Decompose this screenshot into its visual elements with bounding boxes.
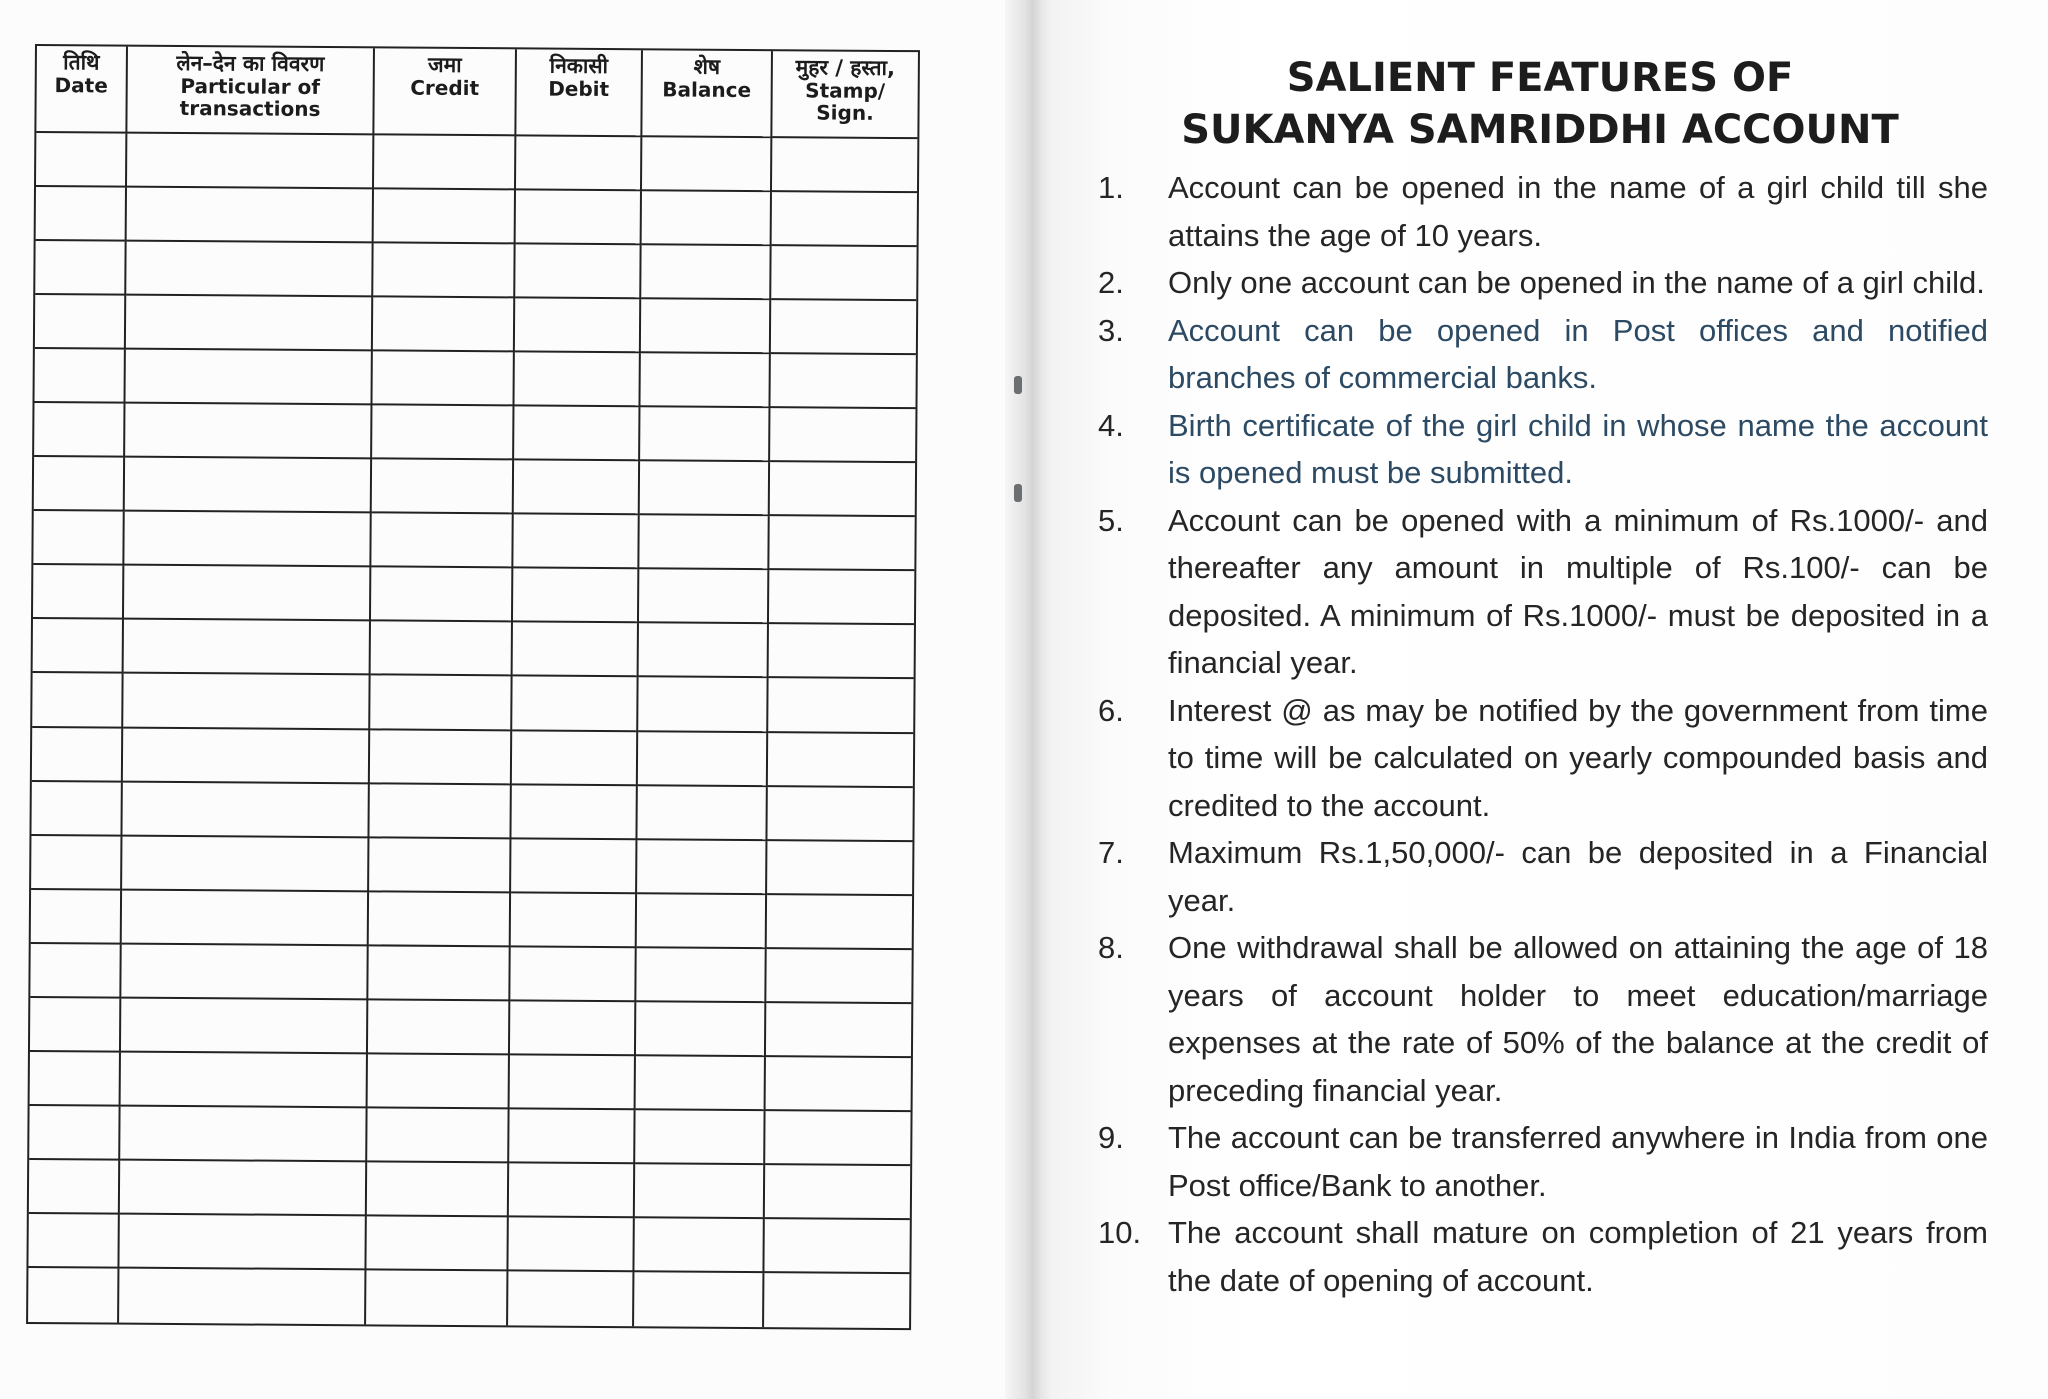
- ledger-cell: [366, 1270, 508, 1325]
- ledger-cell: [371, 514, 513, 569]
- ledger-cell: [642, 137, 772, 192]
- ledger-cell: [640, 353, 770, 408]
- feature-item: [1098, 402, 1988, 497]
- col-header-balance-hindi: शेष: [693, 54, 721, 79]
- ledger-cell: [127, 188, 374, 244]
- ledger-cell: [634, 1272, 764, 1327]
- ledger-cell: [636, 948, 766, 1003]
- ledger-cell: [28, 1268, 119, 1323]
- ledger-cell: [516, 136, 642, 191]
- feature-number: 1.: [1098, 170, 1124, 205]
- staple-top: [1014, 376, 1022, 394]
- ledger-cell: [764, 1273, 909, 1328]
- ledger-cell: [368, 1000, 510, 1055]
- ledger-cell: [767, 895, 912, 950]
- ledger-cell: [766, 1057, 911, 1112]
- ledger-cell: [765, 1111, 910, 1166]
- col-header-credit-english: Credit: [410, 75, 480, 101]
- page-title-line-1: SALIENT FEATURES OF: [1286, 55, 1794, 101]
- ledger-cell: [764, 1219, 909, 1274]
- feature-text: Maximum Rs.1,50,000/- can be deposited in a Financial year.: [1168, 835, 1988, 918]
- book-spine: [1005, 0, 1055, 1399]
- ledger-cell: [509, 1109, 635, 1164]
- ledger-cell: [125, 404, 372, 460]
- ledger-cell: [121, 944, 368, 1000]
- col-header-debit: [516, 49, 643, 137]
- ledger-cell: [772, 192, 917, 247]
- ledger-cell: [638, 732, 768, 787]
- ledger-cell: [124, 512, 371, 568]
- feature-number: 2.: [1098, 265, 1124, 300]
- feature-text: Only one account can be opened in the name of a girl child.: [1168, 265, 1985, 300]
- ledger-cell: [636, 1002, 766, 1057]
- ledger-cell: [516, 190, 642, 245]
- col-header-debit-english: Debit: [548, 76, 610, 102]
- ledger-cell: [767, 787, 912, 842]
- ledger-cell: [641, 299, 771, 354]
- ledger-cell: [30, 1052, 121, 1107]
- ledger-cell: [34, 349, 125, 404]
- ledger-cell: [367, 1108, 509, 1163]
- ledger-cell: [511, 785, 637, 840]
- ledger-cell: [770, 408, 915, 463]
- ledger-cell: [513, 569, 639, 624]
- feature-text: Account can be opened in the name of a girl child till she attains the age of 10 years.: [1168, 170, 1988, 253]
- ledger-cell: [31, 836, 122, 891]
- feature-number: 10.: [1098, 1215, 1142, 1250]
- ledger-cell: [641, 245, 771, 300]
- ledger-cell: [374, 135, 516, 190]
- ledger-cell: [514, 461, 640, 516]
- ledger-cell: [371, 568, 513, 623]
- ledger-cell: [767, 841, 912, 896]
- ledger-cell: [123, 674, 370, 730]
- ledger-cell: [769, 570, 914, 625]
- ledger-cell: [640, 407, 770, 462]
- feature-item: [1098, 259, 1988, 307]
- ledger-cell: [642, 191, 772, 246]
- ledger-cell: [31, 890, 122, 945]
- ledger-cell: [510, 947, 636, 1002]
- ledger-cell: [371, 622, 513, 677]
- feature-text: Birth certificate of the girl child in whose name the account is opened must be submitted.: [1168, 407, 1988, 490]
- ledger-cell: [511, 893, 637, 948]
- feature-number: 3.: [1098, 312, 1124, 348]
- feature-text: Account can be opened with a minimum of Rs.1000/- and thereafter any amount in multiple of Rs.100/- can be deposited. A minimum of Rs.1000/- must be deposited in a financial year.: [1168, 502, 1988, 680]
- ledger-cell: [119, 1269, 366, 1325]
- ledger-cell: [639, 570, 769, 625]
- ledger-cell: [370, 676, 512, 731]
- col-header-stamp-sign: [772, 51, 918, 139]
- feature-number: 7.: [1098, 835, 1124, 870]
- ledger-cell: [637, 894, 767, 949]
- ledger-cell: [372, 352, 514, 407]
- ledger-cell: [369, 838, 511, 893]
- ledger-cell: [122, 890, 369, 946]
- ledger-cell: [120, 1106, 367, 1162]
- ledger-cell: [768, 733, 913, 788]
- ledger-cell: [512, 677, 638, 732]
- ledger-cell: [514, 407, 640, 462]
- ledger-cell: [635, 1110, 765, 1165]
- ledger-cell: [373, 297, 515, 352]
- ledger-cell: [370, 730, 512, 785]
- ledger-cell: [367, 1162, 509, 1217]
- ledger-cell: [127, 134, 374, 190]
- ledger-cell: [514, 353, 640, 408]
- ledger-cell: [765, 1165, 910, 1220]
- col-header-credit: [374, 48, 517, 136]
- feature-item: [1098, 924, 1988, 1114]
- ledger-cell: [121, 998, 368, 1054]
- feature-text: Interest @ as may be notified by the government from time to time will be calculated on yearly compounded basis and credited to the account.: [1168, 692, 1988, 823]
- col-header-particulars: [127, 47, 375, 136]
- ledger-cell: [766, 949, 911, 1004]
- ledger-cell: [125, 458, 372, 514]
- ledger-cell: [33, 619, 124, 674]
- ledger-cell: [32, 727, 123, 782]
- ledger-cell: [510, 1001, 636, 1056]
- ledger-cell: [639, 516, 769, 571]
- ledger-cell: [120, 1160, 367, 1216]
- ledger-cell: [369, 892, 511, 947]
- ledger-cell: [35, 241, 126, 296]
- ledger-cell: [123, 728, 370, 784]
- ledger-cell: [122, 782, 369, 838]
- col-header-debit-hindi: निकासी: [549, 53, 609, 79]
- ledger-cell: [119, 1215, 366, 1271]
- col-header-credit-hindi: जमा: [427, 52, 462, 77]
- ledger-cell: [28, 1214, 119, 1269]
- ledger-cell: [368, 1054, 510, 1109]
- ledger-cell: [122, 836, 369, 892]
- feature-number: 4.: [1098, 407, 1124, 443]
- feature-text: Account can be opened in Post offices and notified branches of commercial banks.: [1168, 312, 1988, 395]
- ledger-cell: [124, 566, 371, 622]
- feature-number: 9.: [1098, 1120, 1124, 1155]
- ledger-cell: [372, 406, 514, 461]
- feature-item: [1098, 1209, 1988, 1304]
- col-header-particulars-hindi: लेन–देन का विवरण: [176, 50, 325, 77]
- ledger-cell: [35, 295, 126, 350]
- ledger-cell: [639, 624, 769, 679]
- ledger-cell: [36, 187, 127, 242]
- ledger-cell: [637, 840, 767, 895]
- feature-item: [1098, 497, 1988, 687]
- col-header-stamp-sign-hindi: मुहर / हस्ता,: [795, 55, 896, 81]
- ledger-cell: [373, 243, 515, 298]
- col-header-date-hindi: तिथि: [63, 50, 100, 75]
- feature-item: [1098, 687, 1988, 830]
- ledger-cell: [634, 1218, 764, 1273]
- ledger-cell: [768, 679, 913, 734]
- feature-item: [1098, 307, 1988, 402]
- ledger-cell: [770, 354, 915, 409]
- ledger-cell: [772, 138, 917, 193]
- ledger-cell: [374, 189, 516, 244]
- ledger-cell: [31, 782, 122, 837]
- ledger-cell: [508, 1217, 634, 1272]
- feature-text: The account shall mature on completion of 21 years from the date of opening of account.: [1168, 1215, 1988, 1298]
- ledger-cell: [636, 1056, 766, 1111]
- ledger-cell: [771, 300, 916, 355]
- feature-text: One withdrawal shall be allowed on attaining the age of 18 years of account holder to meet education/marriage expenses at the rate of 50% of the balance at the credit of preceding financial year.: [1168, 930, 1988, 1108]
- col-header-particulars-english: Particular of transactions: [179, 74, 321, 121]
- ledger-cell: [508, 1271, 634, 1326]
- ledger-cell: [515, 244, 641, 299]
- feature-item: [1098, 164, 1988, 259]
- ledger-cell: [368, 946, 510, 1001]
- ledger-cell: [32, 673, 123, 728]
- col-header-balance-english: Balance: [662, 77, 752, 102]
- ledger-cell: [513, 623, 639, 678]
- ledger-cell: [511, 839, 637, 894]
- feature-number: 5.: [1098, 502, 1124, 538]
- ledger-cell: [33, 511, 124, 566]
- ledger-cell: [513, 515, 639, 570]
- col-header-date: [36, 46, 128, 134]
- ledger-cell: [36, 133, 127, 188]
- staple-bottom: [1014, 484, 1022, 502]
- ledger-cell: [121, 1052, 368, 1108]
- ledger-cell: [766, 1003, 911, 1058]
- col-header-balance: [642, 50, 773, 138]
- page-title-line-2: SUKANYA SAMRIDDHI ACCOUNT: [1181, 107, 1899, 153]
- ledger-cell: [34, 403, 125, 458]
- ledger-table: [26, 44, 920, 1330]
- ledger-cell: [770, 462, 915, 517]
- ledger-cell: [125, 350, 372, 406]
- col-header-date-english: Date: [54, 73, 108, 98]
- feature-number: 8.: [1098, 930, 1124, 965]
- ledger-cell: [512, 731, 638, 786]
- ledger-cell: [30, 998, 121, 1053]
- feature-item: [1098, 829, 1988, 924]
- ledger-cell: [30, 944, 121, 999]
- ledger-cell: [29, 1106, 120, 1161]
- ledger-cell: [34, 457, 125, 512]
- ledger-cell: [769, 625, 914, 680]
- ledger-cell: [769, 516, 914, 571]
- features-list: [1098, 164, 1988, 1304]
- ledger-cell: [126, 296, 373, 352]
- ledger-cell: [366, 1216, 508, 1271]
- ledger-cell: [640, 462, 770, 517]
- ledger-cell: [29, 1160, 120, 1215]
- ledger-cell: [509, 1163, 635, 1218]
- ledger-cell: [33, 565, 124, 620]
- feature-item: [1098, 1114, 1988, 1209]
- ledger-cell: [637, 786, 767, 841]
- ledger-cell: [515, 298, 641, 353]
- ledger-cell: [372, 460, 514, 515]
- ledger-cell: [369, 784, 511, 839]
- ledger-cell: [126, 242, 373, 298]
- ledger-cell: [635, 1164, 765, 1219]
- ledger-cell: [638, 678, 768, 733]
- feature-text: The account can be transferred anywhere in India from one Post office/Bank to another.: [1168, 1120, 1988, 1203]
- ledger-cell: [510, 1055, 636, 1110]
- feature-number: 6.: [1098, 692, 1124, 728]
- ledger-cell: [124, 620, 371, 676]
- ledger-cell: [771, 246, 916, 301]
- col-header-stamp-sign-english: Stamp/ Sign.: [805, 78, 886, 125]
